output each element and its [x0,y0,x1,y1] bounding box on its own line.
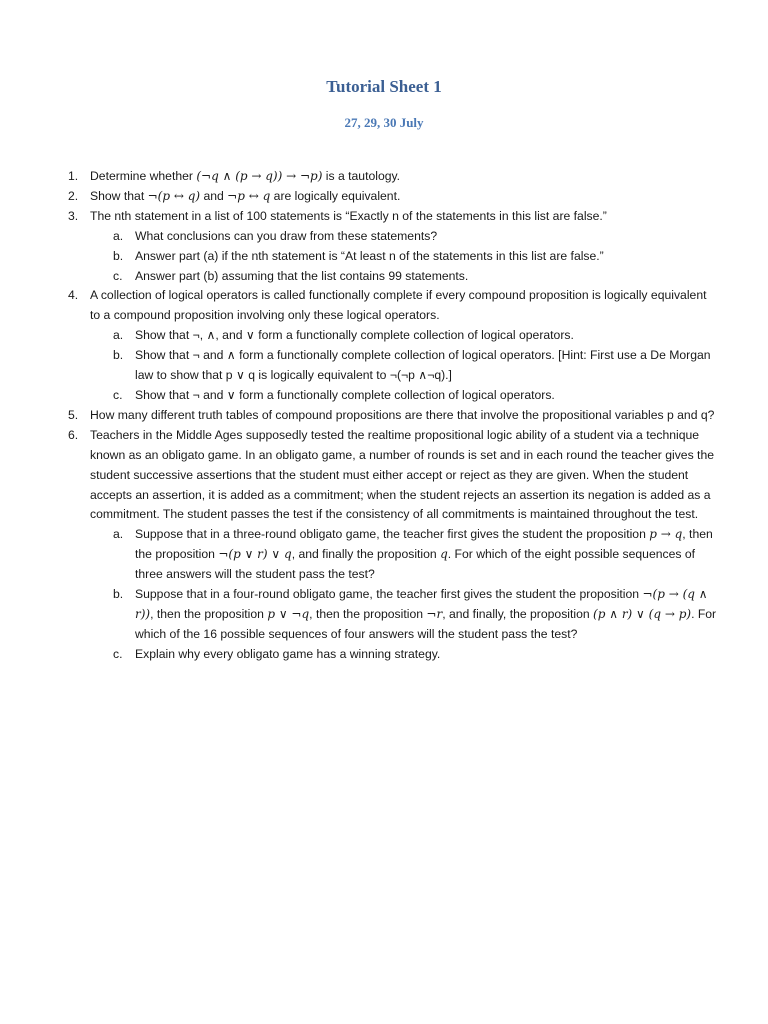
subproblem-letter: b. [113,348,124,363]
problem-text: are logically equivalent. [270,188,401,203]
subproblem-letter: a. [113,328,124,343]
problem-number: 6. [68,427,79,442]
math-expression: (¬q ∧ (p → q)) → ¬p) [196,169,323,183]
math-expression: ¬(p → (q ∧ r)) [135,587,708,621]
math-expression: ¬p ↔ q [227,188,271,203]
subproblem-letter: a. [113,527,124,542]
subproblem-text: Suppose that in a four-round obligato game, the teacher first gives the student the proposition [135,587,643,602]
subproblem-text: Show that ¬ and ∨ form a functionally complete collection of logical operators. [135,387,555,402]
problem-text: How many different truth tables of compound propositions are there that involve the propositional variables p and q? [90,407,715,422]
problem-text: Teachers in the Middle Ages supposedly tested the realtime propositional logic ability of a student via a technique known as an obligato game. In an obligato game, a number of rounds is set and in each round the teacher gives the student successive assertions that the student must either accept or reject as they are given. When the student accepts an assertion, it is added as a commitment; when the student rejects an assertion its negation is added as a commitment. The student passes the test if the consistency of all commitments is maintained throughout the test. [90,427,714,522]
subproblem-6b [90,585,720,645]
subproblem-text: , and finally, the proposition [442,606,594,621]
subproblem-text: Show that ¬ and ∧ form a functionally complete collection of logical operators. [Hint: First use a De Morgan law to show that p ∨ q is logically equivalent to ¬(¬p ∧¬q).] [135,348,711,383]
subproblem-text: . For which of the 16 possible sequences of four answers will the student pass the test? [135,606,717,641]
problem-text: A collection of logical operators is called functionally complete if every compound proposition is logically equivalent to a compound proposition involving only these logical operators. [90,288,707,323]
subproblem-letter: c. [113,646,123,661]
problem-3 [0,207,768,287]
problem-list [0,167,768,665]
problem-text: is a tautology. [322,169,401,183]
math-expression: ¬(p ↔ q) [147,188,201,203]
problem-2 [0,187,768,207]
subproblem-4c [90,386,720,406]
problem-6 [0,426,768,665]
subproblem-text: What conclusions can you draw from these statements? [135,228,438,243]
problem-number: 1. [68,169,79,183]
subproblem-text: , then the proposition [309,606,427,621]
subproblem-text: , and finally the proposition [291,547,441,562]
problem-number: 5. [68,407,79,422]
problem-5 [0,406,768,426]
subproblem-letter: c. [113,268,123,283]
subproblem-3b [90,247,720,267]
subproblem-text: Answer part (b) assuming that the list contains 99 statements. [135,268,469,283]
problem-text: and [200,188,228,203]
problem-number: 4. [68,288,79,303]
subproblem-text: , then the proposition [135,527,713,562]
problem-number: 2. [68,188,79,203]
subproblem-3c [90,267,720,287]
math-expression: q [440,547,448,562]
subproblem-letter: a. [113,228,124,243]
problem-text: Show that [90,188,148,203]
subproblem-4b [90,346,720,386]
subproblem-text: , then the proposition [150,606,268,621]
subproblem-6c [90,645,720,665]
subproblem-6a [90,525,720,585]
problem-text: The nth statement in a list of 100 statements is “Exactly n of the statements in this list are false.” [90,208,607,223]
math-expression: ¬r [426,606,443,621]
subproblem-text: Show that ¬, ∧, and ∨ form a functionally complete collection of logical operators. [135,328,574,343]
subproblem-4a [90,326,720,346]
subproblem-3a [90,227,720,247]
subproblem-letter: b. [113,587,124,602]
subproblem-letter: c. [113,387,123,402]
problem-number: 3. [68,208,79,223]
subproblem-text: Answer part (a) if the nth statement is “At least n of the statements in this list are false.” [135,248,604,263]
subproblem-list [90,227,720,287]
math-expression: p ∨ ¬q [267,606,310,621]
problem-1 [0,167,768,187]
page-subtitle-dates: 27, 29, 30 July [344,115,424,130]
subproblem-text: . For which of the eight possible sequences of three answers will the student pass the test? [135,547,696,582]
subproblem-text: Suppose that in a three-round obligato game, the teacher first gives the student the proposition [135,527,650,542]
problem-4 [0,286,768,405]
subproblem-letter: b. [113,248,124,263]
subproblem-list [90,326,720,406]
subproblem-text: Explain why every obligato game has a winning strategy. [135,646,441,661]
math-expression: (p ∧ r) ∨ (q → p) [593,606,692,621]
page-title: Tutorial Sheet 1 [326,77,442,96]
problem-text: Determine whether [90,169,197,183]
math-expression: p → q [649,527,683,542]
subproblem-list [90,525,720,664]
math-expression: ¬(p ∨ r) ∨ q [218,547,292,562]
